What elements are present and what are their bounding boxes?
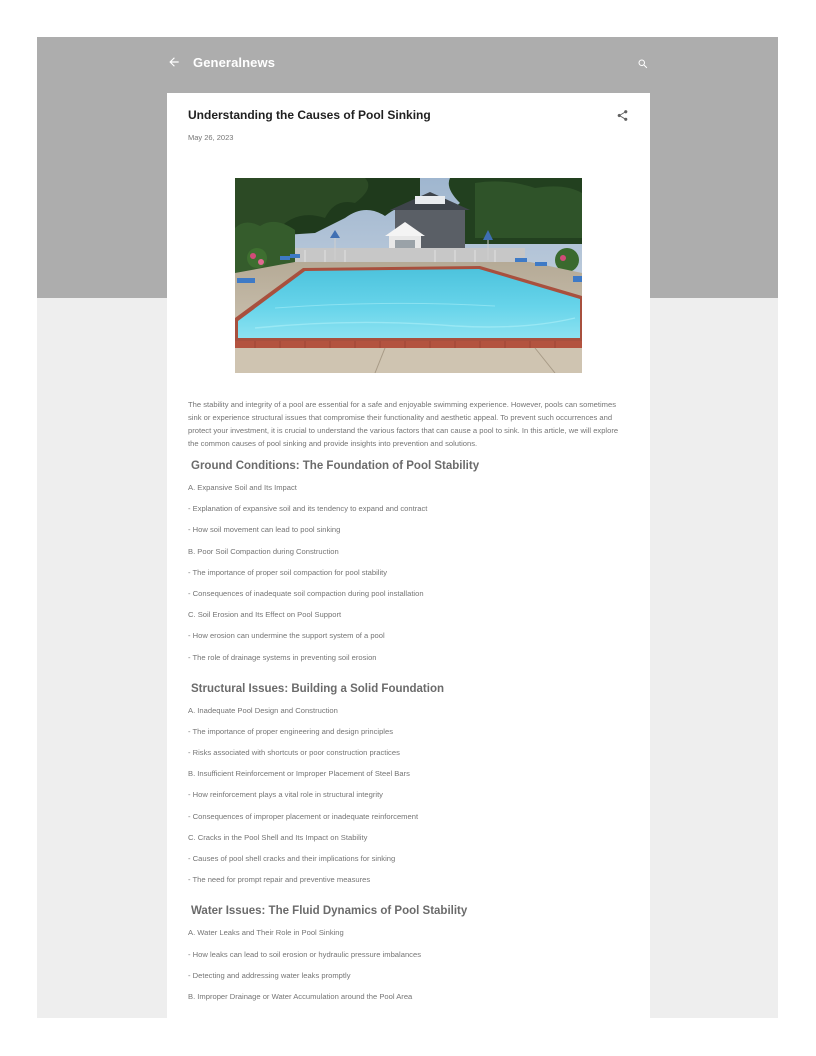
list-item: B. Poor Soil Compaction during Construction <box>188 546 339 556</box>
list-item: C. Soil Erosion and Its Effect on Pool Support <box>188 610 342 620</box>
list-item: C. Cracks in the Pool Shell and Its Impact on Stability <box>188 832 368 842</box>
arrow-left-icon[interactable] <box>167 55 181 69</box>
list-item: - The importance of proper engineering and design principles <box>188 726 394 736</box>
list-item: - Consequences of inadequate soil compaction during pool installation <box>188 588 424 598</box>
post-date: May 26, 2023 <box>188 133 234 142</box>
list-item: A. Water Leaks and Their Role in Pool Sinking <box>188 928 344 938</box>
list-item: B. Insufficient Reinforcement or Improper Placement of Steel Bars <box>188 769 410 779</box>
list-item: - Causes of pool shell cracks and their implications for sinking <box>188 854 396 863</box>
list-item: - Detecting and addressing water leaks promptly <box>188 970 351 980</box>
section-heading: Structural Issues: Building a Solid Foundation <box>191 682 445 695</box>
list-item: - How leaks can lead to soil erosion or hydraulic pressure imbalances <box>188 949 421 959</box>
app-header <box>167 50 650 78</box>
section-heading: Ground Conditions: The Foundation of Pool Stability <box>191 460 480 472</box>
pool-photo <box>235 178 582 373</box>
list-item: - The role of drainage systems in preventing soil erosion <box>188 652 377 662</box>
article-body <box>188 398 628 1012</box>
list-item: A. Inadequate Pool Design and Construction <box>188 705 338 715</box>
search-icon[interactable] <box>637 57 649 69</box>
article-title: Understanding the Causes of Pool Sinking <box>188 108 431 122</box>
list-item: - The need for prompt repair and preventive measures <box>188 875 371 885</box>
site-brand[interactable]: Generalnews <box>193 55 276 70</box>
list-item: - Consequences of improper placement or inadequate reinforcement <box>188 811 419 821</box>
list-item: - How soil movement can lead to pool sinking <box>188 525 341 535</box>
intro-paragraph: The stability and integrity of a pool are essential for a safe and enjoyable swimming experience. However, pools can sometimes sink or experience structural issues that compromise their functionality and aesthetic appeal. To prevent such occurrences and protect your investment, it is crucial to understand the various factors that can cause a pool to sink. In this article, we will explore the common causes of pool sinking and provide insights into prevention and solutions. <box>188 400 619 448</box>
list-item: - Risks associated with shortcuts or poor construction practices <box>188 748 400 758</box>
article-card <box>167 93 650 1018</box>
list-item: - How erosion can undermine the support system of a pool <box>188 631 385 641</box>
section-heading: Water Issues: The Fluid Dynamics of Pool Stability <box>191 905 468 918</box>
list-item: A. Expansive Soil and Its Impact <box>188 483 297 492</box>
list-item: - How reinforcement plays a vital role in structural integrity <box>188 790 383 800</box>
list-item: - Explanation of expansive soil and its tendency to expand and contract <box>188 504 428 514</box>
list-item: - The importance of proper soil compaction for pool stability <box>188 567 388 577</box>
list-item: B. Improper Drainage or Water Accumulation around the Pool Area <box>188 991 413 1001</box>
share-icon[interactable] <box>616 109 629 122</box>
